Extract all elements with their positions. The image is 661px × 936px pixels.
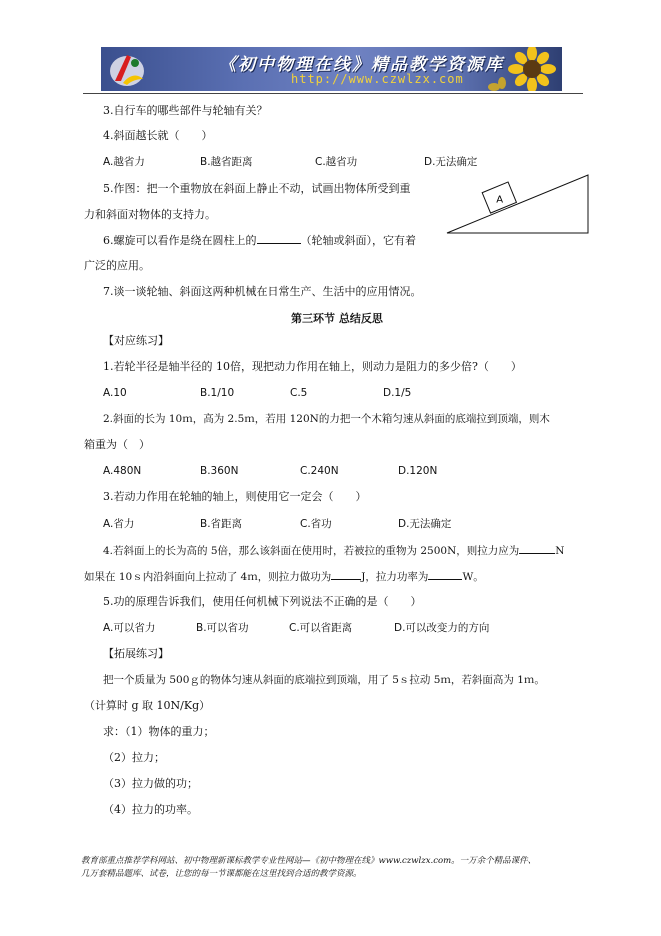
practice-1-stem: 1.若轮半径是轴半径的 10倍，现把动力作用在轴上，则动力是阻力的多少倍?（ ） bbox=[103, 360, 522, 373]
q4-option-a: A.越省力 bbox=[103, 156, 145, 168]
p5-option-a: A.可以省力 bbox=[103, 622, 156, 634]
question-6-line1 bbox=[103, 233, 416, 248]
practice-4-part1: 4.若斜面上的长为高的 5倍，那么该斜面在使用时，若被拉的重物为 2500N，则拉力应为 bbox=[103, 545, 520, 557]
p5-option-c: C.可以省距离 bbox=[289, 622, 353, 634]
question-6-line2: 广泛的应用。 bbox=[84, 259, 150, 272]
p2-option-d: D.120N bbox=[398, 465, 438, 477]
extension-item-3: （3）拉力做的功； bbox=[103, 777, 198, 790]
practice-4-blank-work[interactable] bbox=[331, 569, 361, 580]
question-5-line2: 力和斜面对物体的支持力。 bbox=[84, 208, 216, 221]
banner-title: 《初中物理在线》精品教学资源库 bbox=[219, 55, 504, 75]
practice-4-blank-force[interactable] bbox=[519, 543, 555, 554]
p1-option-d: D.1/5 bbox=[383, 387, 412, 399]
question-6-part2: （轮轴或斜面），它有着 bbox=[300, 234, 416, 247]
p1-option-a: A.10 bbox=[103, 387, 127, 399]
block-label: A bbox=[496, 194, 504, 206]
p3-option-c: C.省功 bbox=[300, 518, 332, 530]
practice-4-line1 bbox=[103, 543, 564, 558]
header-divider bbox=[83, 93, 583, 94]
practice-4-end1: N bbox=[555, 545, 565, 557]
p3-option-a: A.省力 bbox=[103, 518, 135, 530]
q4-option-b: B.越省距离 bbox=[200, 156, 253, 168]
question-7: 7.谈一谈轮轴、斜面这两种机械在日常生产、生活中的应用情况。 bbox=[103, 285, 422, 298]
banner-url[interactable]: http://www.czwlzx.com bbox=[291, 72, 464, 86]
practice-5-stem: 5.功的原理告诉我们，使用任何机械下列说法不正确的是（ ） bbox=[103, 595, 422, 608]
incline-plane bbox=[447, 175, 588, 233]
incline-diagram bbox=[446, 172, 591, 236]
extension-line1: 把一个质量为 500ｇ的物体匀速从斜面的底端拉到顶端，用了 5ｓ拉动 5ｍ，若斜面高为 1ｍ。 bbox=[103, 674, 545, 686]
extension-item-2: （2）拉力； bbox=[103, 751, 165, 764]
header-banner bbox=[101, 47, 562, 91]
question-6-part1: 6.螺旋可以看作是绕在圆柱上的 bbox=[103, 234, 257, 247]
q4-option-c: C.越省功 bbox=[315, 156, 358, 168]
extension-line2: （计算时 g 取 10N/Kg） bbox=[84, 699, 211, 712]
p1-option-b: B.1/10 bbox=[200, 387, 235, 399]
practice-2-line2: 箱重为（ ） bbox=[84, 438, 150, 451]
p5-option-b: B.可以省功 bbox=[196, 622, 249, 634]
section-title: 第三环节 总结反思 bbox=[291, 312, 383, 325]
practice-4-blank-power[interactable] bbox=[428, 569, 462, 580]
sunflower-icon bbox=[480, 47, 560, 91]
question-3: 3.自行车的哪些部件与轮轴有关？ bbox=[103, 104, 268, 117]
question-6-blank[interactable] bbox=[257, 233, 301, 244]
extension-item-4: （4）拉力的功率。 bbox=[103, 803, 198, 816]
p5-option-d: D.可以改变力的方向 bbox=[394, 622, 490, 634]
practice-label: 【对应练习】 bbox=[103, 334, 169, 347]
footer-line2: 几万套精品题库、试卷，让您的每一节课都能在这里找到合适的教学资源。 bbox=[81, 869, 362, 879]
practice-4-mid2: J，拉力功率为 bbox=[361, 571, 429, 583]
p2-option-b: B.360N bbox=[200, 465, 239, 477]
block-on-incline bbox=[482, 182, 516, 213]
extension-ask: 求：（1）物体的重力； bbox=[103, 725, 215, 738]
p3-option-b: B.省距离 bbox=[200, 518, 243, 530]
question-5-line1: 5.作图：把一个重物放在斜面上静止不动，试画出物体所受到重 bbox=[103, 182, 411, 195]
p3-option-d: D.无法确定 bbox=[398, 518, 452, 530]
question-4-stem: 4.斜面越长就（ ） bbox=[103, 129, 213, 142]
site-logo-icon bbox=[107, 49, 147, 89]
p2-option-a: A.480N bbox=[103, 465, 142, 477]
extension-label: 【拓展练习】 bbox=[103, 647, 169, 660]
q4-option-d: D.无法确定 bbox=[424, 156, 478, 168]
practice-2-line1: 2.斜面的长为 10ｍ，高为 2.5ｍ，若用 120N的力把一个木箱匀速从斜面的底端拉到顶端，则木 bbox=[103, 413, 550, 425]
practice-4-end2: W。 bbox=[462, 571, 484, 583]
p1-option-c: C.5 bbox=[290, 387, 308, 399]
practice-4-line2 bbox=[84, 569, 484, 584]
practice-3-stem: 3.若动力作用在轮轴的轴上，则使用它一定会（ ） bbox=[103, 490, 367, 503]
footer-line1: 教育部重点推荐学科网站、初中物理新课标教学专业性网站—《初中物理在线》www.czwlzx.com。一万余个精品课件、 bbox=[81, 856, 537, 866]
p2-option-c: C.240N bbox=[300, 465, 339, 477]
practice-4-part2: 如果在 10ｓ内沿斜面向上拉动了 4ｍ，则拉力做功为 bbox=[84, 571, 332, 583]
